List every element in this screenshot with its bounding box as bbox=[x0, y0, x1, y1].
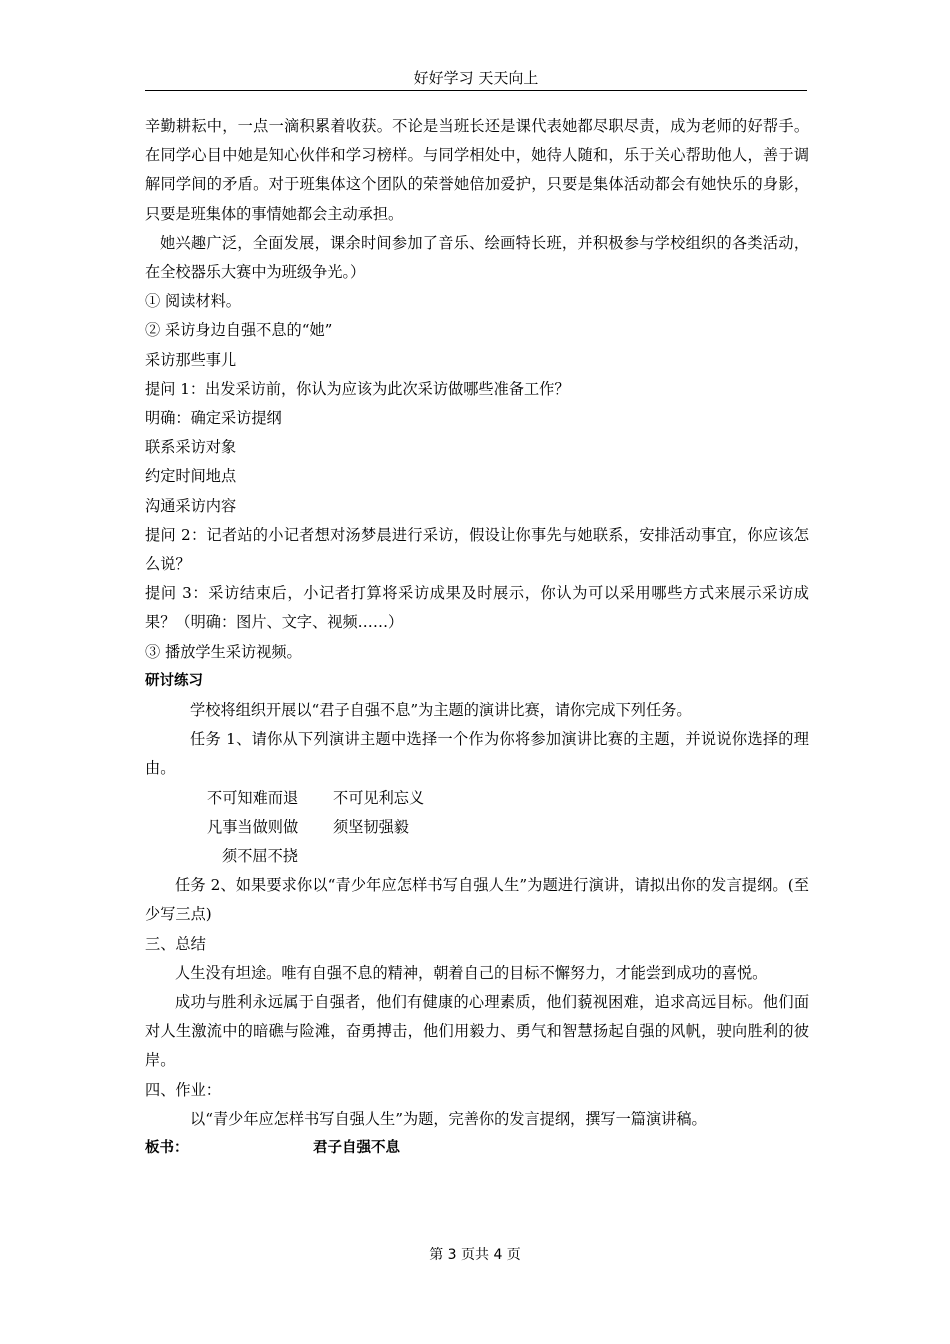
paragraph: 人生没有坦途。唯有自强不息的精神，朝着自己的目标不懈努力，才能尝到成功的喜悦。 bbox=[175, 963, 768, 982]
theme-row bbox=[145, 813, 809, 842]
theme-row bbox=[145, 784, 809, 813]
step-item: ① 阅读材料。 bbox=[145, 292, 241, 311]
theme-item: 不可知难而退 bbox=[207, 788, 299, 807]
document-body bbox=[145, 112, 809, 1163]
paragraph: 成功与胜利永远属于自强者，他们有健康的心理素质，他们藐视困难，追求高远目标。他们面对人生激流中的暗礁与险滩，奋勇搏击，他们用毅力、勇气和智慧扬起自强的风帆，驶向胜利的彼岸。 bbox=[145, 993, 809, 1070]
theme-item: 须坚韧强毅 bbox=[333, 817, 409, 836]
step-item: ② 采访身边自强不息的“她” bbox=[145, 321, 333, 340]
task-paragraph: 任务 1、请你从下列演讲主题中选择一个作为你将参加演讲比赛的主题，并说说你选择的理由。 bbox=[145, 730, 809, 778]
section-heading: 研讨练习 bbox=[145, 672, 203, 689]
task-paragraph: 任务 2、如果要求你以“青少年应怎样书写自强人生”为题进行演讲，请拟出你的发言提纲。(至少写三点) bbox=[145, 876, 809, 924]
blackboard-line bbox=[145, 1134, 809, 1163]
paragraph: 学校将组织开展以“君子自强不息”为主题的演讲比赛，请你完成下列任务。 bbox=[190, 701, 692, 720]
paragraph: 辛勤耕耘中，一点一滴积累着收获。不论是当班长还是课代表她都尽职尽责，成为老师的好帮手。在同学心目中她是知心伙伴和学习榜样。与同学相处中，她待人随和，乐于关心帮助他人，善于调解同学间的矛盾。对于班集体这个团队的荣誉她倍加爱护，只要是集体活动都会有她快乐的身影，只要是班集体的事情她都会主动承担。 bbox=[145, 117, 809, 223]
paragraph: 以“青少年应怎样书写自强人生”为题，完善你的发言提纲，撰写一篇演讲稿。 bbox=[190, 1109, 707, 1128]
question: 提问 3：采访结束后，小记者打算将采访成果及时展示，你认为可以采用哪些方式来展示采访成果？（明确：图片、文字、视频……） bbox=[145, 584, 809, 632]
speech-theme-list bbox=[145, 784, 809, 872]
paragraph: 采访那些事儿 bbox=[145, 350, 237, 369]
answer: 沟通采访内容 bbox=[145, 496, 237, 515]
section-heading: 四、作业： bbox=[145, 1080, 221, 1099]
page-footer: 第 3 页共 4 页 bbox=[429, 1247, 521, 1263]
answer: 联系采访对象 bbox=[145, 438, 237, 457]
theme-item: 凡事当做则做 bbox=[207, 817, 299, 836]
board-title: 君子自强不息 bbox=[313, 1140, 400, 1157]
question: 提问 1：出发采访前，你认为应该为此次采访做哪些准备工作？ bbox=[145, 379, 570, 398]
theme-item: 须不屈不挠 bbox=[222, 847, 298, 866]
paragraph: 她兴趣广泛，全面发展，课余时间参加了音乐、绘画特长班，并积极参与学校组织的各类活动，在全校器乐大赛中为班级争光。） bbox=[145, 233, 809, 282]
page-header: 好好学习 天天向上 bbox=[145, 66, 807, 91]
theme-item: 不可见利忘义 bbox=[333, 788, 425, 807]
question: 提问 2：记者站的小记者想对汤梦晨进行采访，假设让你事先与她联系，安排活动事宜，你应该怎么说？ bbox=[145, 525, 809, 574]
answer: 约定时间地点 bbox=[145, 467, 237, 486]
section-heading: 三、总结 bbox=[145, 934, 206, 953]
theme-row bbox=[145, 842, 809, 871]
step-item: ③ 播放学生采访视频。 bbox=[145, 642, 302, 661]
board-label: 板书： bbox=[145, 1140, 189, 1157]
answer: 明确：确定采访提纲 bbox=[145, 409, 282, 428]
